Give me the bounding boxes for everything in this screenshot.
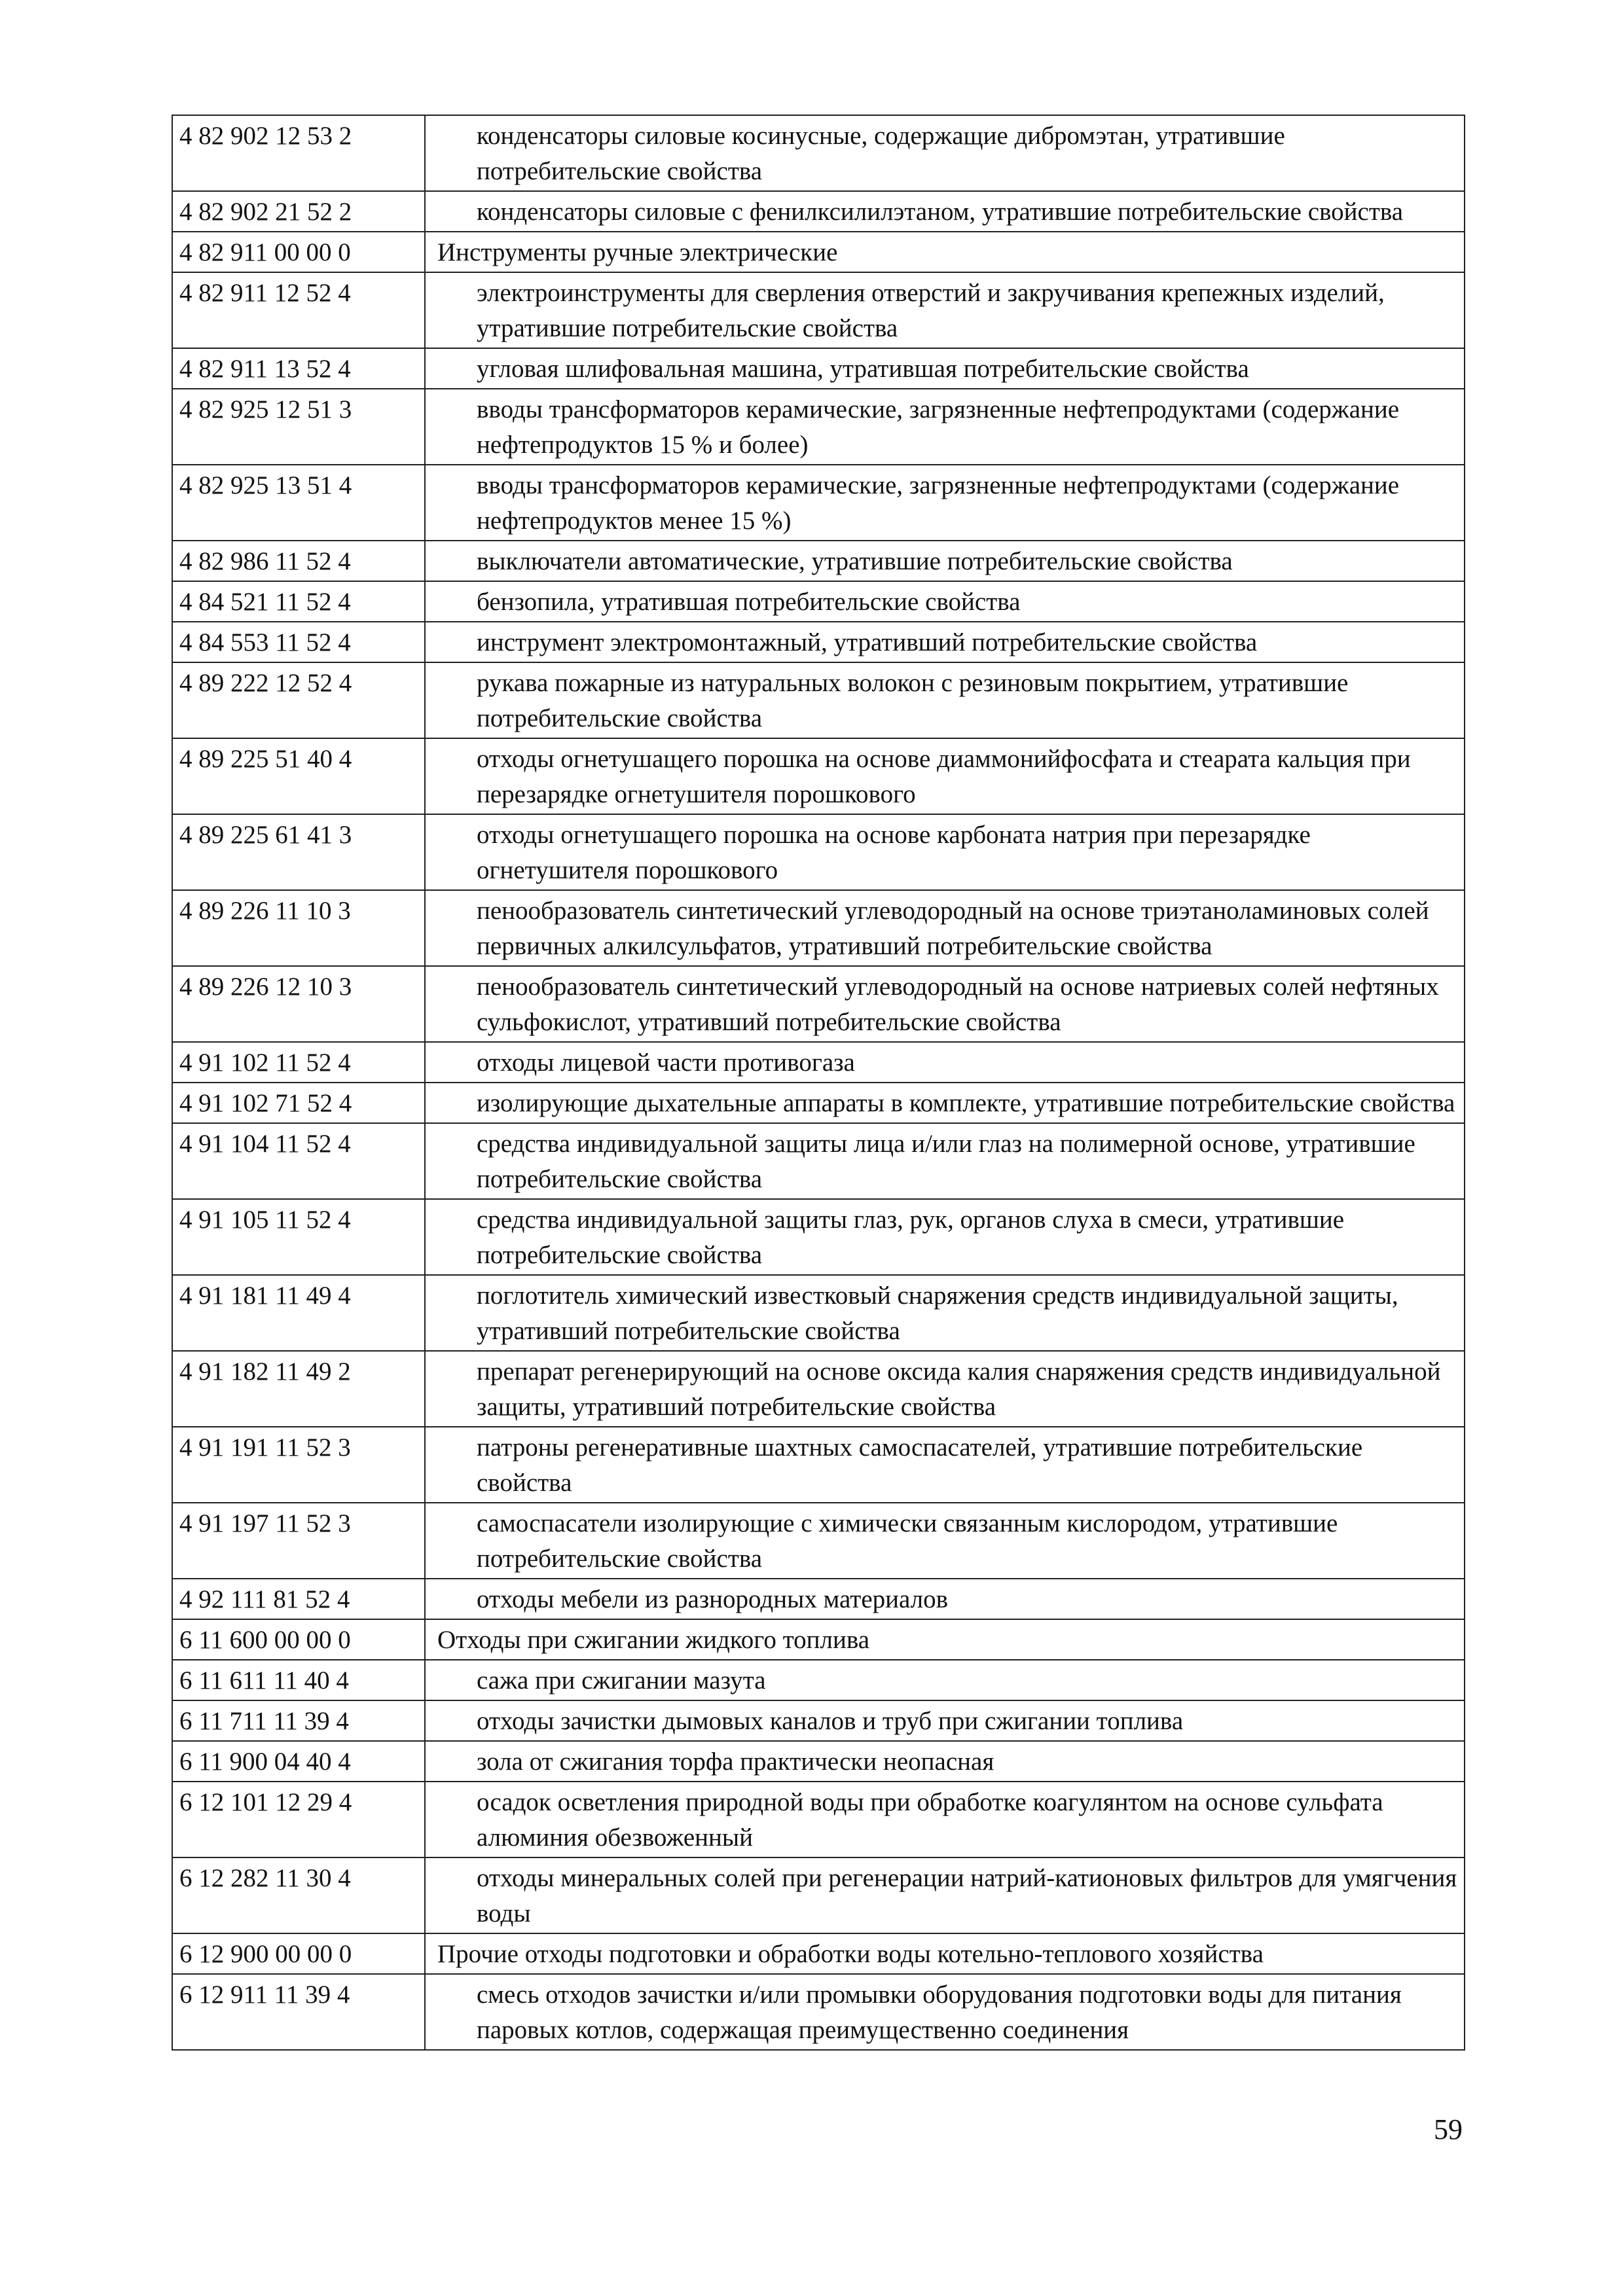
waste-classification-table <box>172 115 1465 2051</box>
waste-code-cell: 4 89 222 12 52 4 <box>172 662 425 738</box>
table-row <box>172 1579 1465 1619</box>
waste-description-cell: инструмент электромонтажный, утративший потребительские свойства <box>425 622 1465 662</box>
waste-description-cell: рукава пожарные из натуральных волокон с резиновым покрытием, утратившие потребительские свойства <box>425 662 1465 738</box>
waste-code-cell: 6 12 101 12 29 4 <box>172 1782 425 1857</box>
table-row <box>172 581 1465 622</box>
waste-description-cell: конденсаторы силовые косинусные, содержащие дибромэтан, утратившие потребительские свойства <box>425 115 1465 191</box>
group-heading-cell: Прочие отходы подготовки и обработки воды котельно-теплового хозяйства <box>425 1933 1465 1974</box>
table-row <box>172 662 1465 738</box>
waste-code-cell: 6 12 282 11 30 4 <box>172 1857 425 1933</box>
table-row <box>172 232 1465 272</box>
table-row <box>172 348 1465 389</box>
waste-code-cell: 4 84 521 11 52 4 <box>172 581 425 622</box>
table-row <box>172 814 1465 890</box>
waste-description-cell: смесь отходов зачистки и/или промывки оборудования подготовки воды для питания паровых котлов, содержащая преимущественно соединения <box>425 1974 1465 2050</box>
waste-code-cell: 4 91 191 11 52 3 <box>172 1427 425 1503</box>
table-row <box>172 890 1465 966</box>
waste-description-cell: выключатели автоматические, утратившие потребительские свойства <box>425 541 1465 581</box>
waste-code-cell: 6 12 911 11 39 4 <box>172 1974 425 2050</box>
waste-code-cell: 4 91 181 11 49 4 <box>172 1275 425 1351</box>
table-row <box>172 1042 1465 1083</box>
waste-code-cell: 4 89 226 12 10 3 <box>172 966 425 1042</box>
waste-description-cell: патроны регенеративные шахтных самоспасателей, утратившие потребительские свойства <box>425 1427 1465 1503</box>
waste-code-cell: 4 82 902 12 53 2 <box>172 115 425 191</box>
waste-code-cell: 6 11 611 11 40 4 <box>172 1660 425 1700</box>
waste-description-cell: поглотитель химический известковый снаряжения средств индивидуальной защиты, утративший потребительские свойства <box>425 1275 1465 1351</box>
waste-code-cell: 4 82 925 13 51 4 <box>172 465 425 541</box>
waste-description-cell: средства индивидуальной защиты лица и/или глаз на полимерной основе, утратившие потребительские свойства <box>425 1123 1465 1199</box>
waste-description-cell: самоспасатели изолирующие с химически связанным кислородом, утратившие потребительские свойства <box>425 1503 1465 1579</box>
waste-code-cell: 6 12 900 00 00 0 <box>172 1933 425 1974</box>
waste-description-cell: вводы трансформаторов керамические, загрязненные нефтепродуктами (содержание нефтепродуктов 15 % и более) <box>425 389 1465 465</box>
group-heading-cell: Отходы при сжигании жидкого топлива <box>425 1619 1465 1660</box>
waste-description-cell: отходы мебели из разнородных материалов <box>425 1579 1465 1619</box>
waste-code-cell: 6 11 600 00 00 0 <box>172 1619 425 1660</box>
table-row <box>172 1619 1465 1660</box>
waste-code-cell: 4 82 986 11 52 4 <box>172 541 425 581</box>
table-row <box>172 1857 1465 1933</box>
waste-code-cell: 4 91 104 11 52 4 <box>172 1123 425 1199</box>
waste-description-cell: конденсаторы силовые с фенилксилилэтаном, утратившие потребительские свойства <box>425 191 1465 232</box>
waste-description-cell: изолирующие дыхательные аппараты в комплекте, утратившие потребительские свойства <box>425 1083 1465 1123</box>
table-row <box>172 1351 1465 1427</box>
table-row <box>172 541 1465 581</box>
waste-description-cell: электроинструменты для сверления отверстий и закручивания крепежных изделий, утратившие потребительские свойства <box>425 272 1465 348</box>
table-row <box>172 1741 1465 1782</box>
waste-code-cell: 6 11 900 04 40 4 <box>172 1741 425 1782</box>
table-row <box>172 1700 1465 1741</box>
waste-description-cell: зола от сжигания торфа практически неопасная <box>425 1741 1465 1782</box>
waste-code-cell: 4 89 226 11 10 3 <box>172 890 425 966</box>
waste-description-cell: препарат регенерирующий на основе оксида калия снаряжения средств индивидуальной защиты, утративший потребительские свойства <box>425 1351 1465 1427</box>
waste-description-cell: отходы огнетушащего порошка на основе диаммонийфосфата и стеарата кальция при перезарядке огнетушителя порошкового <box>425 738 1465 814</box>
table-row <box>172 1199 1465 1275</box>
waste-description-cell: пенообразователь синтетический углеводородный на основе триэтаноламиновых солей первичных алкилсульфатов, утративший потребительские свойства <box>425 890 1465 966</box>
waste-code-cell: 4 91 182 11 49 2 <box>172 1351 425 1427</box>
waste-description-cell: осадок осветления природной воды при обработке коагулянтом на основе сульфата алюминия обезвоженный <box>425 1782 1465 1857</box>
waste-code-cell: 4 82 925 12 51 3 <box>172 389 425 465</box>
waste-code-cell: 4 82 911 13 52 4 <box>172 348 425 389</box>
table-row <box>172 1782 1465 1857</box>
page-number: 59 <box>1434 2113 1463 2145</box>
table-row <box>172 1427 1465 1503</box>
waste-code-cell: 4 91 197 11 52 3 <box>172 1503 425 1579</box>
waste-code-cell: 4 84 553 11 52 4 <box>172 622 425 662</box>
waste-description-cell: бензопила, утратившая потребительские свойства <box>425 581 1465 622</box>
waste-description-cell: отходы огнетушащего порошка на основе карбоната натрия при перезарядке огнетушителя порошкового <box>425 814 1465 890</box>
waste-description-cell: сажа при сжигании мазута <box>425 1660 1465 1700</box>
waste-code-cell: 4 91 102 71 52 4 <box>172 1083 425 1123</box>
waste-description-cell: угловая шлифовальная машина, утратившая потребительские свойства <box>425 348 1465 389</box>
table-row <box>172 465 1465 541</box>
waste-code-cell: 4 89 225 51 40 4 <box>172 738 425 814</box>
group-heading-cell: Инструменты ручные электрические <box>425 232 1465 272</box>
table-row <box>172 1974 1465 2050</box>
table-row <box>172 1503 1465 1579</box>
waste-description-cell: средства индивидуальной защиты глаз, рук, органов слуха в смеси, утратившие потребительские свойства <box>425 1199 1465 1275</box>
waste-description-cell: отходы лицевой части противогаза <box>425 1042 1465 1083</box>
table-row <box>172 1660 1465 1700</box>
waste-code-cell: 4 92 111 81 52 4 <box>172 1579 425 1619</box>
waste-code-cell: 4 82 902 21 52 2 <box>172 191 425 232</box>
table-row <box>172 191 1465 232</box>
table-row <box>172 966 1465 1042</box>
waste-description-cell: пенообразователь синтетический углеводородный на основе натриевых солей нефтяных сульфокислот, утративший потребительские свойства <box>425 966 1465 1042</box>
table-row <box>172 389 1465 465</box>
waste-code-cell: 6 11 711 11 39 4 <box>172 1700 425 1741</box>
waste-description-cell: вводы трансформаторов керамические, загрязненные нефтепродуктами (содержание нефтепродуктов менее 15 %) <box>425 465 1465 541</box>
table-row <box>172 738 1465 814</box>
waste-code-cell: 4 91 102 11 52 4 <box>172 1042 425 1083</box>
table-row <box>172 115 1465 191</box>
waste-description-cell: отходы зачистки дымовых каналов и труб при сжигании топлива <box>425 1700 1465 1741</box>
table-row <box>172 622 1465 662</box>
waste-code-cell: 4 82 911 12 52 4 <box>172 272 425 348</box>
table-row <box>172 1083 1465 1123</box>
table-row <box>172 1933 1465 1974</box>
waste-code-cell: 4 89 225 61 41 3 <box>172 814 425 890</box>
waste-code-cell: 4 91 105 11 52 4 <box>172 1199 425 1275</box>
waste-description-cell: отходы минеральных солей при регенерации натрий-катионовых фильтров для умягчения воды <box>425 1857 1465 1933</box>
table-row <box>172 1275 1465 1351</box>
waste-code-cell: 4 82 911 00 00 0 <box>172 232 425 272</box>
table-body <box>172 115 1465 2050</box>
table-row <box>172 272 1465 348</box>
table-row <box>172 1123 1465 1199</box>
